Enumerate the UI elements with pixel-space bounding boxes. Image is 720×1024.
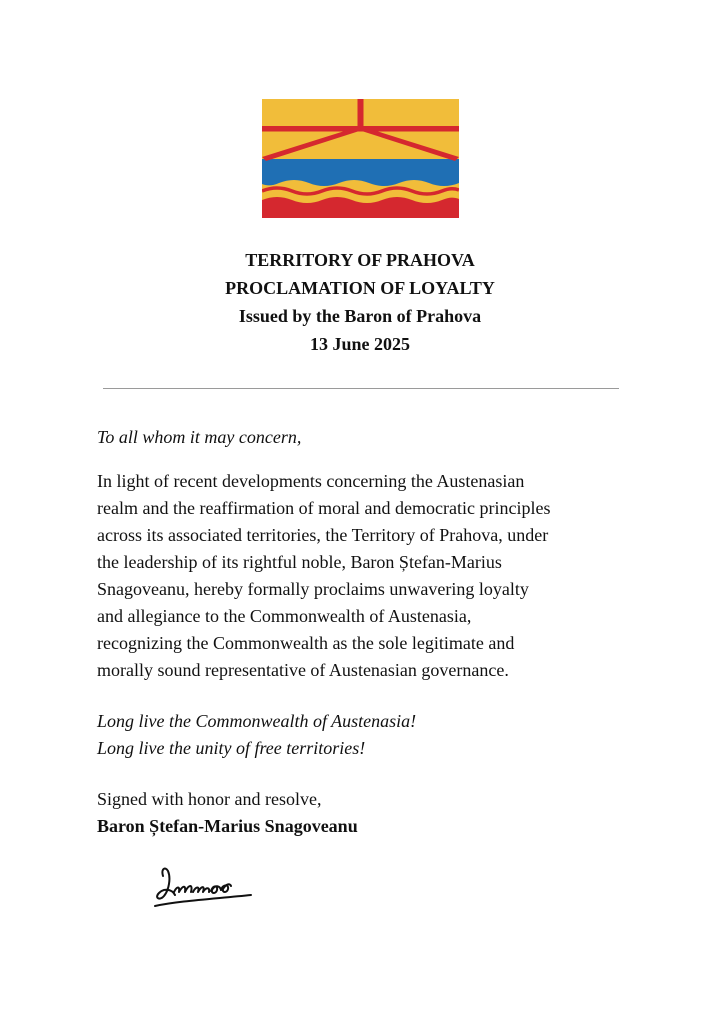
body-line: recognizing the Commonwealth as the sole legitimate and	[97, 633, 515, 653]
body-line: and allegiance to the Commonwealth of Austenasia,	[97, 606, 472, 626]
acclamation-unity: Long live the unity of free territories!	[97, 738, 366, 758]
territory-title: TERRITORY OF PRAHOVA	[245, 250, 475, 270]
body-line: across its associated territories, the Territory of Prahova, under	[97, 525, 549, 545]
salutation: To all whom it may concern,	[97, 427, 302, 447]
divider	[103, 388, 619, 389]
handwritten-signature	[150, 862, 260, 910]
body-line: morally sound representative of Austenasian governance.	[97, 660, 509, 680]
acclamations	[97, 708, 637, 762]
acclamation-commonwealth: Long live the Commonwealth of Austenasia!	[97, 711, 417, 731]
issue-date: 13 June 2025	[309, 334, 410, 354]
closing-line: Signed with honor and resolve,	[97, 789, 322, 809]
body-line: In light of recent developments concerning the Austenasian	[97, 471, 525, 491]
proclamation-header	[0, 246, 720, 358]
signer-name: Baron Ștefan-Marius Snagoveanu	[97, 816, 358, 836]
body-line: Snagoveanu, hereby formally proclaims unwavering loyalty	[97, 579, 529, 599]
issuer-line: Issued by the Baron of Prahova	[238, 306, 482, 326]
body-line: the leadership of its rightful noble, Baron Ștefan-Marius	[97, 552, 502, 572]
flag-of-prahova	[262, 99, 459, 218]
document-title: PROCLAMATION OF LOYALTY	[225, 278, 495, 298]
proclamation-body	[97, 468, 637, 684]
body-line: realm and the reaffirmation of moral and democratic principles	[97, 498, 551, 518]
